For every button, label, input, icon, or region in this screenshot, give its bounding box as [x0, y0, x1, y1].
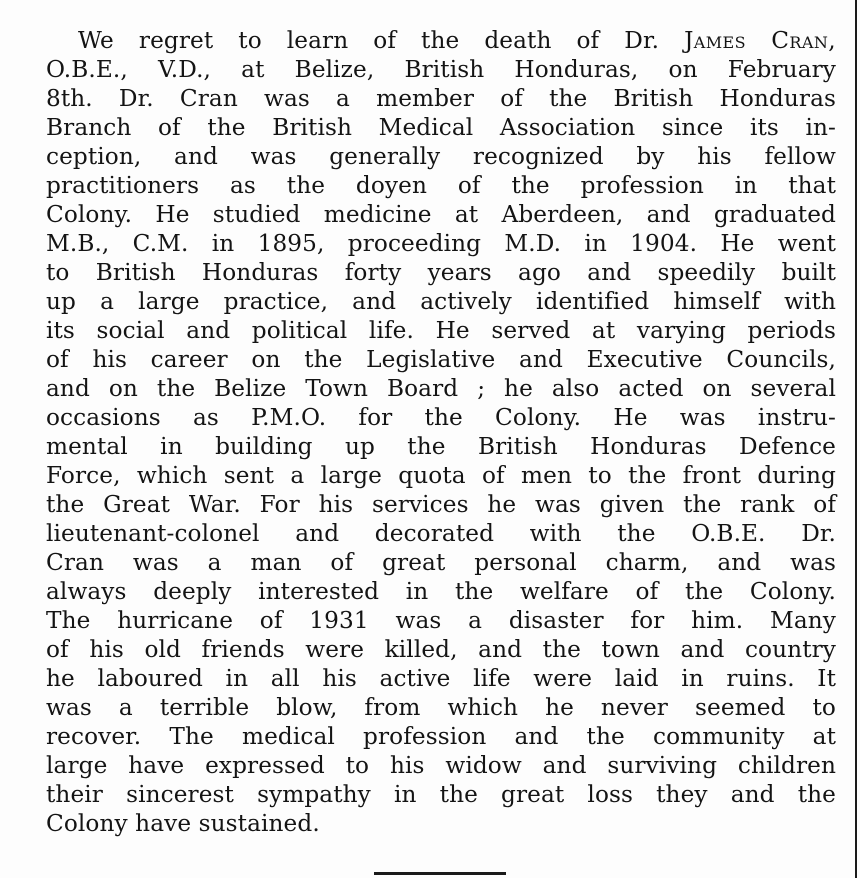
- section-divider: [374, 872, 506, 875]
- article-line-25: recover. The medical profession and the community at: [46, 723, 836, 750]
- deceased-name: James Cran,: [684, 27, 836, 54]
- article-line-26: large have expressed to his widow and surviving children: [46, 752, 836, 779]
- article-line-23: he laboured in all his active life were laid in ruins. It: [46, 665, 836, 692]
- article-line-14: occasions as P.M.O. for the Colony. He was instru-: [46, 404, 836, 431]
- article-line-11: its social and political life. He served at varying periods: [46, 317, 836, 344]
- article-line-16: Force, which sent a large quota of men to the front during: [46, 462, 836, 489]
- article-line-19: Cran was a man of great personal charm, and was: [46, 549, 836, 576]
- article-line-3: 8th. Dr. Cran was a member of the British Honduras: [46, 85, 836, 112]
- column-rule: [855, 0, 857, 878]
- article-line-21: The hurricane of 1931 was a disaster for him. Many: [46, 607, 836, 634]
- article-line-6: practitioners as the doyen of the profession in that: [46, 172, 836, 199]
- article-line-10: up a large practice, and actively identified himself with: [46, 288, 836, 315]
- article-line-5: ception, and was generally recognized by his fellow: [46, 143, 836, 170]
- article-line-9: to British Honduras forty years ago and speedily built: [46, 259, 836, 286]
- article-line-20: always deeply interested in the welfare of the Colony.: [46, 578, 836, 605]
- article-line-24: was a terrible blow, from which he never seemed to: [46, 694, 836, 721]
- obituary-article: [46, 26, 836, 838]
- article-line-18: lieutenant-colonel and decorated with the O.B.E. Dr.: [46, 520, 836, 547]
- article-line-8: M.B., C.M. in 1895, proceeding M.D. in 1904. He went: [46, 230, 836, 257]
- article-line-22: of his old friends were killed, and the town and country: [46, 636, 836, 663]
- article-line-1-text: We regret to learn of the death of Dr.: [78, 27, 685, 54]
- article-line-7: Colony. He studied medicine at Aberdeen, and graduated: [46, 201, 836, 228]
- article-line-17: the Great War. For his services he was given the rank of: [46, 491, 836, 518]
- article-line-4: Branch of the British Medical Association since its in-: [46, 114, 836, 141]
- article-line-28: Colony have sustained.: [46, 810, 320, 837]
- article-line-1: [46, 26, 836, 55]
- article-line-27: their sincerest sympathy in the great loss they and the: [46, 781, 836, 808]
- article-line-2: O.B.E., V.D., at Belize, British Honduras, on February: [46, 56, 836, 83]
- article-line-12: of his career on the Legislative and Executive Councils,: [46, 346, 836, 373]
- article-line-15: mental in building up the British Honduras Defence: [46, 433, 836, 460]
- article-line-13: and on the Belize Town Board ; he also acted on several: [46, 375, 836, 402]
